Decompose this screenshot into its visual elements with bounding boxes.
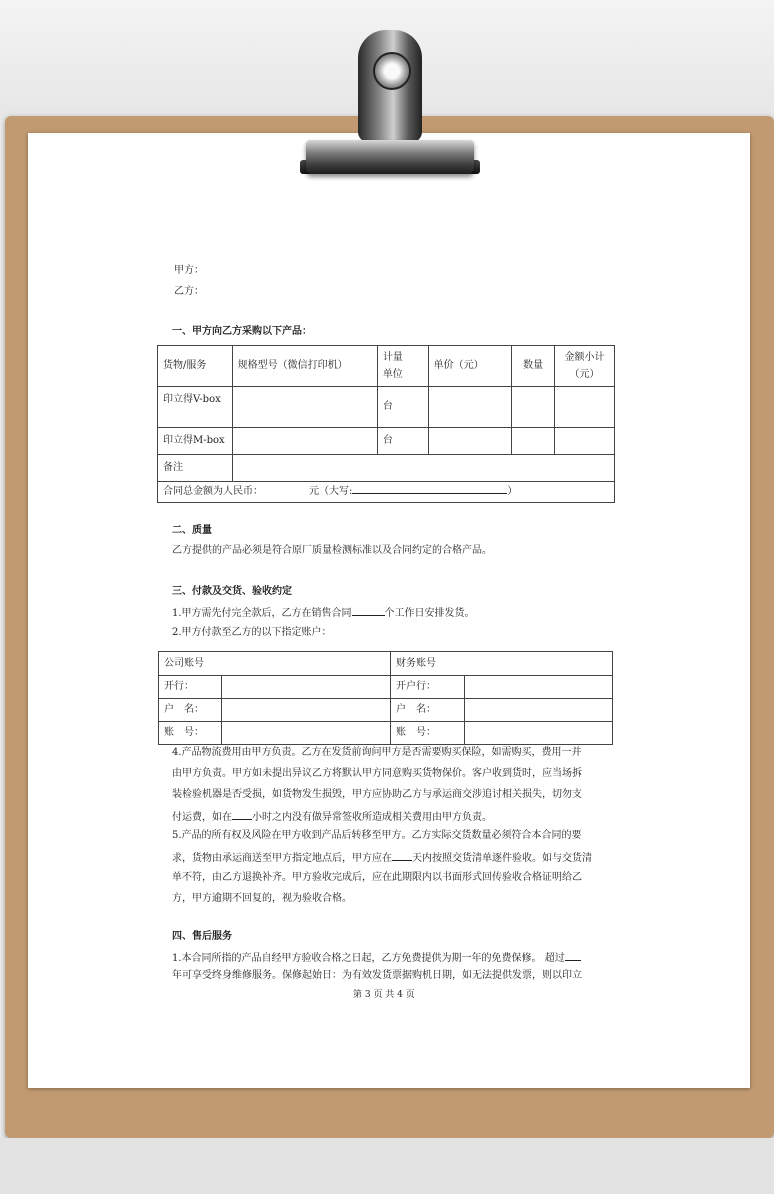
- row-qty: [512, 428, 555, 455]
- account-table-header: [159, 652, 613, 676]
- total-mid: 元（大写:: [309, 486, 353, 497]
- total-capital-blank: [352, 483, 507, 494]
- product-table: [157, 345, 615, 503]
- total-row: [158, 482, 615, 503]
- header-cell-spec: 规格型号（微信打印机）: [232, 346, 377, 387]
- p1-text-b: 个工作日安排发货。: [384, 608, 475, 619]
- left-value: [222, 699, 391, 722]
- finance-account-header: 财务账号: [391, 652, 613, 676]
- p5-line-4: 方，甲方逾期不回复的，视为验收合格。: [172, 893, 352, 904]
- p4-line-2: 由甲方负责。甲方如未提出异议乙方将默认甲方同意购买货物保价。客户收到货时，应当场拆: [172, 768, 582, 779]
- section2-title: 二、质量: [172, 525, 212, 536]
- remark-value: [232, 455, 614, 482]
- row-price: [428, 387, 512, 428]
- right-value: [465, 699, 613, 722]
- p4-line-4: [172, 809, 492, 825]
- section4-years-blank: [565, 950, 581, 961]
- remark-label: 备注: [158, 455, 233, 482]
- total-prefix: 合同总金额为人民币：: [163, 486, 263, 497]
- left-label: 户 名：: [159, 699, 222, 722]
- total-suffix: ）: [507, 486, 518, 497]
- right-value: [465, 676, 613, 699]
- p5-line-1: 5.产品的所有权及风险在甲方收到产品后转移至甲方。乙方实际交货数量必须符合本合同的要: [172, 830, 582, 841]
- section2-body: 乙方提供的产品必须是符合原厂质量检测标准以及合同约定的合格产品。: [172, 545, 492, 556]
- left-label: 开行：: [159, 676, 222, 699]
- binder-clip-plate: [306, 140, 474, 174]
- company-account-header: 公司账号: [159, 652, 391, 676]
- p4-hours-blank: [232, 809, 252, 820]
- right-label: 户 名：: [391, 699, 465, 722]
- section4-title: 四、售后服务: [172, 931, 232, 942]
- section1-title: 一、甲方向乙方采购以下产品：: [172, 326, 312, 337]
- total-cell: [158, 482, 615, 503]
- header-cell-price: 单价（元）: [428, 346, 512, 387]
- header-cell-goods: 货物/服务: [158, 346, 233, 387]
- p5-days-blank: [392, 850, 412, 861]
- row-spec: [232, 428, 377, 455]
- p5-line-2a: 求，货物由承运商送至甲方指定地点后，甲方应在: [172, 853, 392, 864]
- page-number: 第 3 页 共 4 页: [353, 990, 415, 1000]
- section3-title: 三、付款及交货、验收约定: [172, 586, 292, 597]
- left-value: [222, 722, 391, 745]
- right-value: [465, 722, 613, 745]
- p4-line-4b: 小时之内没有做异常签收所造成相关费用由甲方负责。: [252, 812, 492, 823]
- row-item: 印立得V-box: [158, 387, 233, 428]
- row-unit: 台: [377, 387, 428, 428]
- section3-p1: [172, 605, 475, 621]
- party-b-label: 乙方：: [174, 286, 204, 297]
- p4-line-4a: 付运费，如在: [172, 812, 232, 823]
- section4-line-2: 年可享受终身维修服务。保修起始日：为有效发货票据购机日期，如无法提供发票，则以印立: [172, 970, 582, 981]
- p1-text-a: 1.甲方需先付完全款后，乙方在销售合同: [172, 608, 352, 619]
- party-a-label: 甲方：: [174, 265, 204, 276]
- section4-line-1: [172, 950, 581, 966]
- p5-line-3: 单不符，由乙方退换补齐。甲方验收完成后，应在此期限内以书面形式回传验收合格证明给乙: [172, 872, 582, 883]
- header-cell-subtotal: 金额小计 （元）: [555, 346, 615, 387]
- table-row: [159, 699, 613, 722]
- table-row: [158, 428, 615, 455]
- row-spec: [232, 387, 377, 428]
- table-row: [159, 676, 613, 699]
- p4-line-3: 装检验机器是否受损，如货物发生损毁，甲方应协助乙方与承运商交涉追讨相关损失，切勿支: [172, 789, 582, 800]
- table-row: [158, 387, 615, 428]
- section4-line-1a: 1.本合同所指的产品自经甲方验收合格之日起，乙方免费提供为期一年的免费保修。 超过: [172, 953, 565, 964]
- row-price: [428, 428, 512, 455]
- header-cell-unit: 计量 单位: [377, 346, 428, 387]
- section3-p2: 2.甲方付款至乙方的以下指定账户：: [172, 627, 332, 638]
- table-row: [159, 722, 613, 745]
- left-label: 账 号：: [159, 722, 222, 745]
- header-cell-qty: 数量: [512, 346, 555, 387]
- row-item: 印立得M-box: [158, 428, 233, 455]
- total-amount-blank: [263, 484, 309, 494]
- right-label: 开户行：: [391, 676, 465, 699]
- product-table-header: [158, 346, 615, 387]
- left-value: [222, 676, 391, 699]
- account-table: [158, 651, 613, 745]
- row-unit: 台: [377, 428, 428, 455]
- binder-clip-hole: [373, 52, 411, 90]
- row-subtotal: [555, 428, 615, 455]
- p1-days-blank: [352, 605, 385, 616]
- row-qty: [512, 387, 555, 428]
- p5-line-2: [172, 850, 592, 866]
- remark-row: [158, 455, 615, 482]
- row-subtotal: [555, 387, 615, 428]
- background-floor: [0, 1138, 774, 1194]
- p4-line-1: 4.产品物流费用由甲方负责。乙方在发货前询问甲方是否需要购买保险，如需购买，费用一并: [172, 747, 582, 758]
- p5-line-2b: 天内按照交货清单逐件验收。如与交货清: [412, 853, 592, 864]
- right-label: 账 号：: [391, 722, 465, 745]
